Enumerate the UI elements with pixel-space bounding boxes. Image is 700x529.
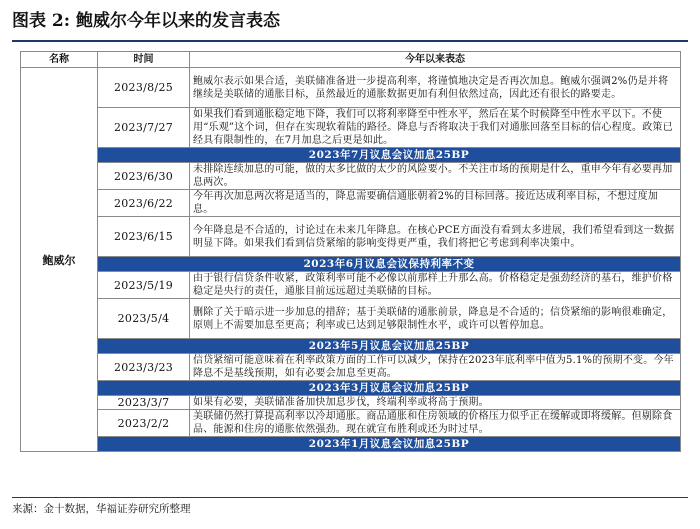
header-time: 时间 [98, 52, 190, 68]
date-cell: 2023/3/7 [98, 396, 190, 410]
chart-title: 图表 2: 鲍威尔今年以来的发言表态 [12, 11, 280, 31]
meeting-banner: 2023年1月议息会议加息25BP [98, 437, 681, 452]
statement-cell: 今年再次加息两次将是适当的，降息需要确信通胀朝着2%的目标回落。接近达成利率目标，不想过度加息。 [190, 190, 681, 217]
meeting-banner-row [21, 339, 681, 354]
table-row [21, 299, 681, 339]
date-cell: 2023/8/25 [98, 68, 190, 108]
meeting-banner-row [21, 257, 681, 272]
statement-cell: 如果我们看到通胀稳定地下降，我们可以将利率降至中性水平，然后在某个时候降至中性水平以下。不使用“乐观”这个词，但存在实现软着陆的路径。降息与否将取决于我们对通胀回落至目标的信心程度。政策已经具有限制性的，在7月加息之后更是如此。 [190, 108, 681, 148]
table-row [21, 190, 681, 217]
statement-cell: 鲍威尔表示如果合适，美联储准备进一步提高利率，将谨慎地决定是否再次加息。鲍威尔强调2%仍是并将继续是美联储的通胀目标，虽然最近的通胀数据更加有利但依然过高，因此还有很长的路要走。 [190, 68, 681, 108]
person-name-cell: 鲍威尔 [21, 68, 98, 452]
meeting-banner-row [21, 148, 681, 163]
date-cell: 2023/5/19 [98, 272, 190, 299]
date-cell: 2023/2/2 [98, 410, 190, 437]
date-cell: 2023/3/23 [98, 354, 190, 381]
table-row [21, 410, 681, 437]
table-row [21, 163, 681, 190]
title-divider [12, 40, 688, 42]
statement-cell: 由于银行信贷条件收紧，政策利率可能不必像以前那样上升那么高。价格稳定是强劲经济的基石，维护价格稳定是央行的责任，通胀目前远远超过美联储的目标。 [190, 272, 681, 299]
date-cell: 2023/6/22 [98, 190, 190, 217]
footer-divider [12, 497, 688, 498]
date-cell: 2023/5/4 [98, 299, 190, 339]
date-cell: 2023/7/27 [98, 108, 190, 148]
header-name: 名称 [21, 52, 98, 68]
meeting-banner: 2023年7月议息会议加息25BP [98, 148, 681, 163]
statement-cell: 未排除连续加息的可能，做的太多比做的太少的风险要小。不关注市场的预期是什么，重申今年有必要再加息两次。 [190, 163, 681, 190]
source-note: 来源：金十数据，华福证券研究所整理 [12, 503, 191, 515]
meeting-banner: 2023年6月议息会议保持利率不变 [98, 257, 681, 272]
statement-cell: 美联储仍然打算提高利率以冷却通胀。商品通胀和住房领域的价格压力似乎正在缓解或即将缓解。但剔除食品、能源和住房的通胀依然强劲。现在就宣布胜利或还为时过早。 [190, 410, 681, 437]
table-row [21, 68, 681, 108]
table-row [21, 108, 681, 148]
statement-cell: 如果有必要，美联储准备加快加息步伐，终端利率或将高于预期。 [190, 396, 681, 410]
table-row [21, 217, 681, 257]
statement-cell: 今年降息是不合适的，讨论过在未来几年降息。在核心PCE方面没有看到太多进展，我们希望看到这一数据明显下降。如果我们看到信贷紧缩的影响变得更严重，我们将把它考虑到利率决策中。 [190, 217, 681, 257]
header-statement: 今年以来表态 [190, 52, 681, 68]
meeting-banner: 2023年5月议息会议加息25BP [98, 339, 681, 354]
statement-table [20, 51, 681, 452]
meeting-banner-row [21, 381, 681, 396]
statement-cell: 信贷紧缩可能意味着在利率政策方面的工作可以减少，保持在2023年底利率中值为5.1%的预期不变。今年降息不是基线预期，如有必要会加息至更高。 [190, 354, 681, 381]
table-header-row [21, 52, 681, 68]
statement-cell: 删除了关于暗示进一步加息的措辞；基于美联储的通胀前景，降息是不合适的；信贷紧缩的影响很难确定，原则上不需要加息至更高；利率或已达到足够限制性水平，或许可以暂停加息。 [190, 299, 681, 339]
date-cell: 2023/6/30 [98, 163, 190, 190]
table-row [21, 396, 681, 410]
date-cell: 2023/6/15 [98, 217, 190, 257]
meeting-banner-row [21, 437, 681, 452]
table-row [21, 354, 681, 381]
table-row [21, 272, 681, 299]
meeting-banner: 2023年3月议息会议加息25BP [98, 381, 681, 396]
